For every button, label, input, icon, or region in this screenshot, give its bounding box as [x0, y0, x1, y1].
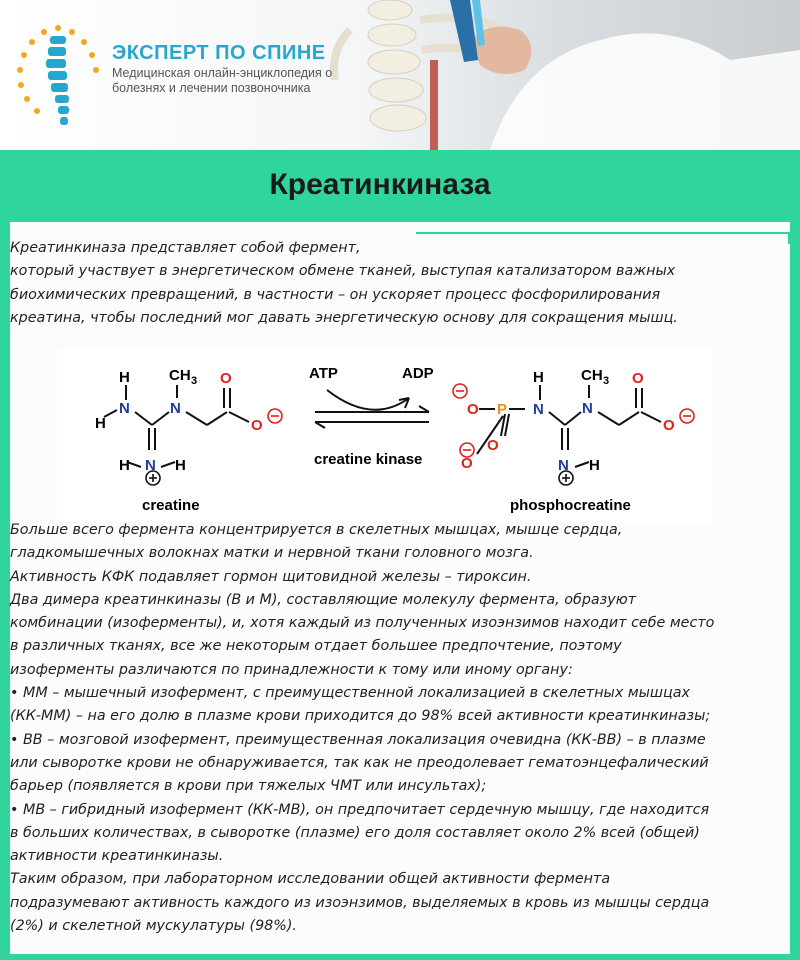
- adp-label: ADP: [402, 365, 434, 382]
- spine-logo-icon: [8, 22, 108, 132]
- body-line: подразумевают активность каждого из изоэнзимов, выделяемых в кровь из мышцы сердца: [10, 894, 710, 911]
- atom-label: O: [251, 417, 263, 434]
- body-line: в больших количествах, в сыворотке (плазме) его доля составляет около 2% всей (общей): [10, 824, 700, 841]
- atom-label: H: [533, 369, 544, 386]
- brand-tagline: Медицинская онлайн-энциклопедия о болезнях и лечении позвоночника: [112, 66, 333, 95]
- body-paragraph: [10, 519, 780, 938]
- article-title: Креатинкиназа: [269, 168, 491, 201]
- atom-label: H: [119, 369, 130, 386]
- body-line: Два димера креатинкиназы (В и М), составляющие молекулу фермента, образуют: [10, 591, 637, 608]
- creatine-label: creatine: [142, 497, 200, 514]
- intro-line: биохимических превращений, в частности – он ускоряет процесс фосфорилирования: [10, 286, 661, 303]
- atom-label: O: [461, 455, 473, 472]
- body-line: • ММ – мышечный изофермент, с преимущественной локализацией в скелетных мышцах: [10, 685, 690, 702]
- body-line: Активность КФК подавляет гормон щитовидной железы – тироксин.: [10, 568, 532, 585]
- enzyme-label: creatine kinase: [314, 451, 423, 468]
- atom-label: O: [663, 417, 675, 434]
- atom-label: N: [533, 401, 544, 418]
- intro-paragraph: [10, 237, 780, 330]
- body-line: • МВ – гибридный изофермент (КК-МВ), он предпочитает сердечную мышцу, где находится: [10, 801, 710, 818]
- atom-label: N: [582, 400, 593, 417]
- body-line: барьер (появляется в крови при тяжелых ЧМТ или инсультах);: [10, 778, 487, 795]
- body-line: комбинации (изоферменты), и, хотя каждый из полученных изоэнзимов находит себе место: [10, 615, 715, 632]
- atom-label: N: [558, 457, 569, 474]
- body-line: активности креатинкиназы.: [10, 848, 224, 865]
- phosphocreatine-label: phosphocreatine: [510, 497, 631, 514]
- site-header: [0, 0, 800, 150]
- body-line: (КК-ММ) – на его долю в плазме крови приходится до 98% всей активности креатинкиназы;: [10, 708, 711, 725]
- atom-label: H: [119, 457, 130, 474]
- atom-label: P: [497, 401, 508, 418]
- body-line: или сыворотке крови не обнаруживается, так как не преодолевает гематоэнцефалический: [10, 754, 709, 771]
- doctor-hand-photo: [430, 0, 800, 150]
- body-line: изоферменты различаются по принадлежности к тому или иному органу:: [10, 661, 573, 678]
- atom-label: N: [119, 400, 130, 417]
- intro-line: который участвует в энергетическом обмене тканей, выступая катализатором важных: [10, 263, 676, 280]
- atom-label: O: [220, 370, 232, 387]
- atom-label: O: [487, 437, 499, 454]
- atom-label: N: [145, 457, 156, 474]
- body-line: Таким образом, при лабораторном исследовании общей активности фермента: [10, 871, 611, 888]
- atom-label: CH: [169, 367, 191, 384]
- brand-name[interactable]: ЭКСПЕРТ ПО СПИНЕ: [112, 42, 326, 64]
- atom-label: N: [170, 400, 181, 417]
- body-line: • ВВ – мозговой изофермент, преимущественная локализация очевидна (КК-ВВ) – в плазме: [10, 731, 706, 748]
- atom-label: H: [175, 457, 186, 474]
- atom-label: CH: [581, 367, 603, 384]
- atom-label: H: [589, 457, 600, 474]
- atom-label: O: [632, 370, 644, 387]
- atp-label: ATP: [309, 365, 338, 382]
- body-line: в различных тканях, все же некоторым отдает большее предпочтение, поэтому: [10, 638, 622, 655]
- body-line: (2%) и скелетной мускулатуры (98%).: [10, 918, 297, 935]
- atom-label: 3: [603, 375, 610, 387]
- intro-line: Креатинкиназа представляет собой фермент,: [10, 240, 361, 256]
- intro-line: креатина, чтобы последний мог давать энергетическую основу для сокращения мышц.: [10, 309, 678, 326]
- atom-label: O: [467, 401, 479, 418]
- body-line: гладкомышечных волокнах матки и нервной ткани головного мозга.: [10, 545, 534, 562]
- body-line: Больше всего фермента концентрируется в скелетных мышцах, мышце сердца,: [10, 522, 623, 538]
- atom-label: 3: [191, 375, 198, 387]
- atom-label: H: [95, 415, 106, 432]
- reaction-diagram: [57, 350, 713, 522]
